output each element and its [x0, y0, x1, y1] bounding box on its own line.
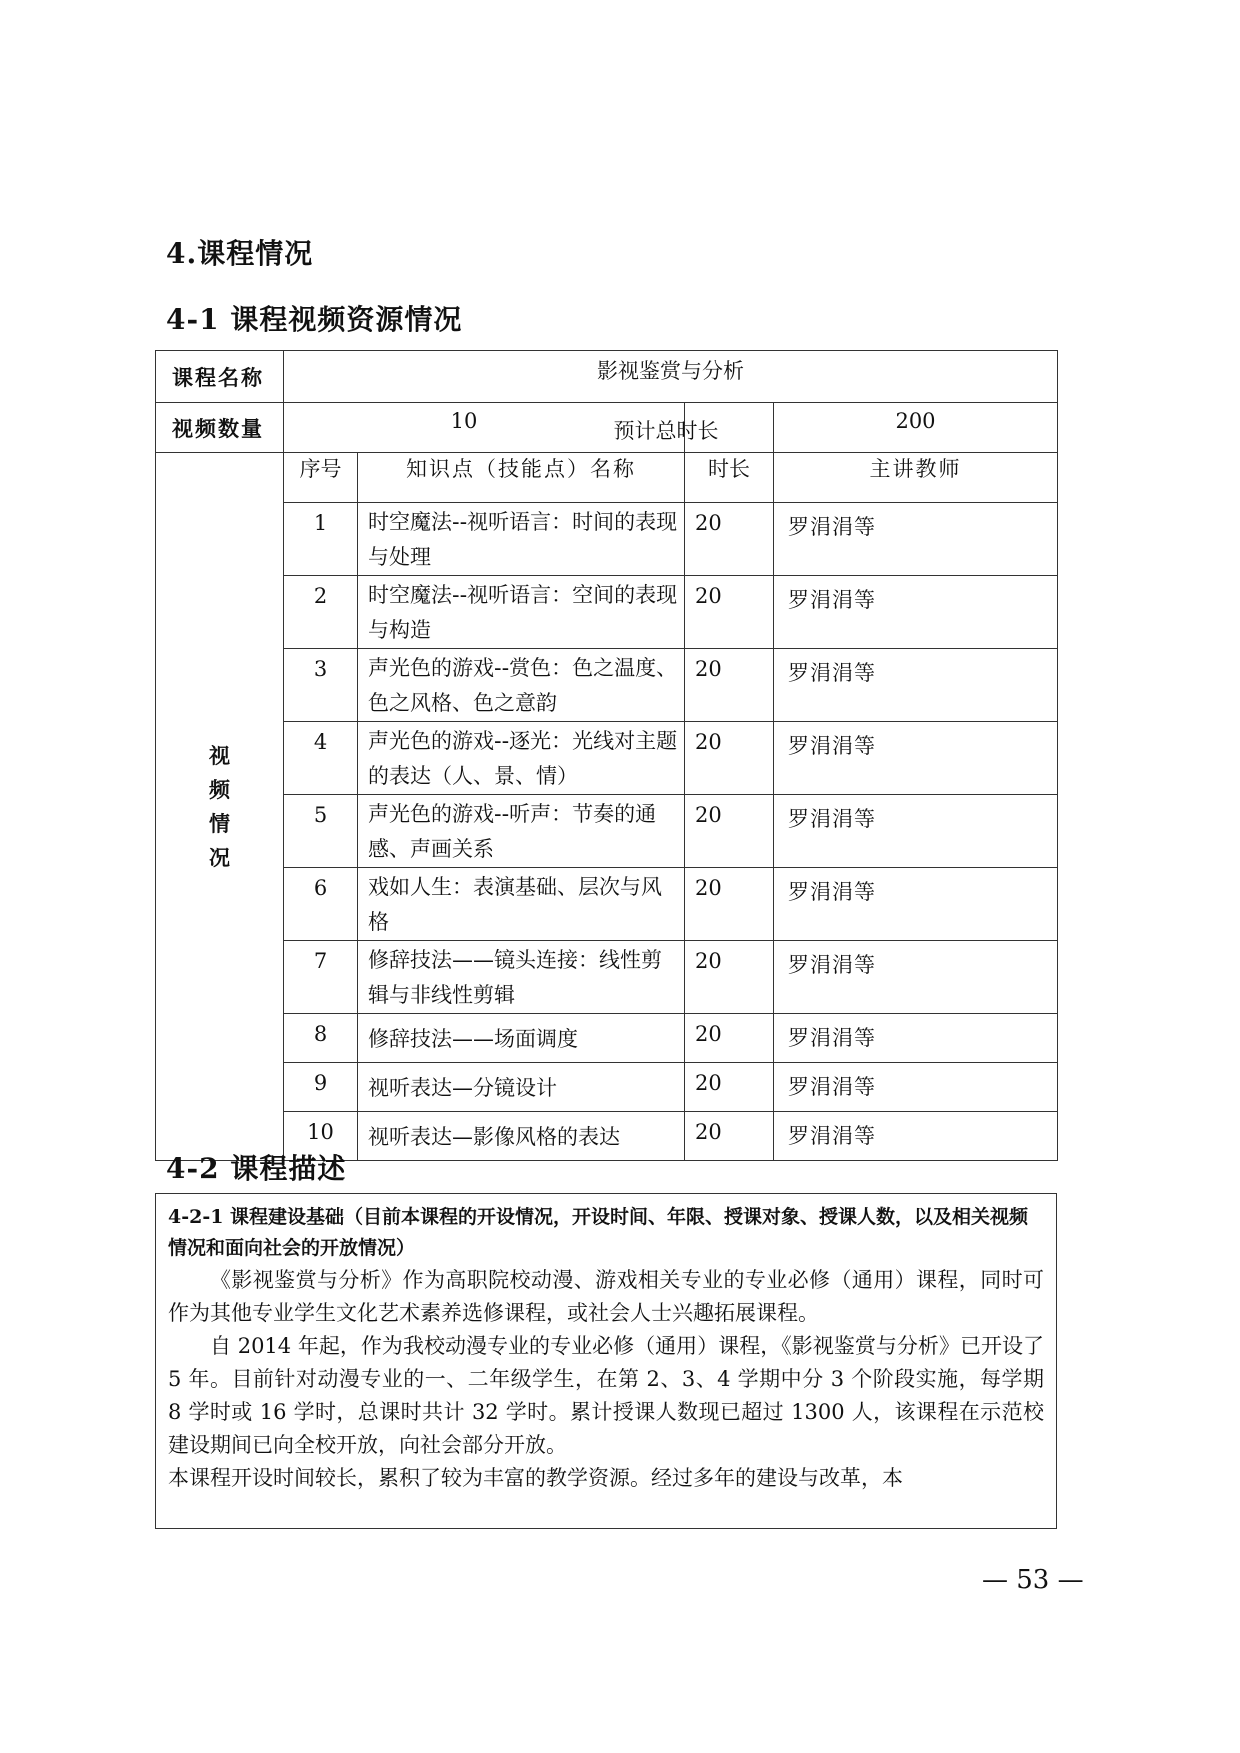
row-knowledge-point: 时空魔法--视听语言：空间的表现与构造 [358, 576, 685, 649]
description-paragraph: 本课程开设时间较长，累积了较为丰富的教学资源。经过多年的建设与改革，本 [168, 1466, 903, 1490]
row-index: 2 [284, 576, 358, 649]
row-knowledge-point: 声光色的游戏--听声：节奏的通感、声画关系 [358, 795, 685, 868]
col-header-duration: 时长 [685, 453, 774, 503]
row-teacher: 罗涓涓等 [774, 1112, 1058, 1161]
row-index: 8 [284, 1014, 358, 1063]
row-index: 10 [284, 1112, 358, 1161]
total-duration-value: 200 [774, 403, 1058, 453]
course-description-box [155, 1193, 1057, 1529]
row-index: 5 [284, 795, 358, 868]
row-duration: 20 [685, 1063, 774, 1112]
row-index: 6 [284, 868, 358, 941]
table-row [156, 503, 1058, 576]
table-row [156, 1063, 1058, 1112]
section-heading: 4.课程情况 [166, 237, 314, 270]
row-knowledge-point: 声光色的游戏--赏色：色之温度、色之风格、色之意韵 [358, 649, 685, 722]
row-teacher: 罗涓涓等 [774, 941, 1058, 1014]
page-number: — 53 — [982, 1565, 1084, 1595]
col-header-knowledge-point: 知识点（技能点）名称 [358, 453, 685, 503]
row-knowledge-point: 时空魔法--视听语言：时间的表现与处理 [358, 503, 685, 576]
row-duration: 20 [685, 868, 774, 941]
total-duration-label-cell [613, 403, 774, 453]
row-duration: 20 [685, 795, 774, 868]
row-teacher: 罗涓涓等 [774, 868, 1058, 941]
col-header-teacher: 主讲教师 [774, 453, 1058, 503]
row-duration: 20 [685, 503, 774, 576]
row-duration: 20 [685, 1014, 774, 1063]
row-duration: 20 [685, 1112, 774, 1161]
table-row [156, 941, 1058, 1014]
row-index: 1 [284, 503, 358, 576]
row-teacher: 罗涓涓等 [774, 1014, 1058, 1063]
table-row [156, 722, 1058, 795]
course-name-label: 课程名称 [156, 351, 284, 403]
row-index: 7 [284, 941, 358, 1014]
description-paragraph: 自 2014 年起，作为我校动漫专业的专业必修（通用）课程，《影视鉴赏与分析》已开设了 5 年。目前针对动漫专业的一、二年级学生，在第 2、3、4 学期中分 3 个阶段实施，每学期 8 学时或 16 学时，总课时共计 32 学时。累计授课人数现已超过 1300 人，该课程在示范校建设期间已向全校开放，向社会部分开放。 [168, 1334, 1044, 1457]
row-knowledge-point: 戏如人生：表演基础、层次与风格 [358, 868, 685, 941]
row-teacher: 罗涓涓等 [774, 576, 1058, 649]
row-index: 4 [284, 722, 358, 795]
row-teacher: 罗涓涓等 [774, 503, 1058, 576]
description-subheading: 4-2-1 课程建设基础（目前本课程的开设情况，开设时间、年限、授课对象、授课人数，以及相关视频情况和面向社会的开放情况） [168, 1206, 1029, 1259]
course-name-row [156, 351, 1058, 403]
total-duration-label: 预计总时长 [613, 419, 719, 443]
row-duration: 20 [685, 722, 774, 795]
description-heading: 4-2 课程描述 [166, 1152, 347, 1185]
video-resources-table [155, 350, 1058, 1161]
video-count-label: 视频数量 [156, 403, 284, 453]
table-row [156, 576, 1058, 649]
row-teacher: 罗涓涓等 [774, 1063, 1058, 1112]
table-row [156, 649, 1058, 722]
row-duration: 20 [685, 941, 774, 1014]
description-paragraph: 《影视鉴赏与分析》作为高职院校动漫、游戏相关专业的专业必修（通用）课程，同时可作为其他专业学生文化艺术素养选修课程，或社会人士兴趣拓展课程。 [168, 1268, 1044, 1325]
row-teacher: 罗涓涓等 [774, 722, 1058, 795]
video-count-row [156, 403, 1058, 453]
row-duration: 20 [685, 576, 774, 649]
col-header-index: 序号 [284, 453, 358, 503]
table-header-row [156, 453, 1058, 503]
row-duration: 20 [685, 649, 774, 722]
row-teacher: 罗涓涓等 [774, 795, 1058, 868]
row-knowledge-point: 视听表达—影像风格的表达 [358, 1112, 685, 1161]
row-knowledge-point: 声光色的游戏--逐光：光线对主题的表达（人、景、情） [358, 722, 685, 795]
row-knowledge-point: 视听表达—分镜设计 [358, 1063, 685, 1112]
row-teacher: 罗涓涓等 [774, 649, 1058, 722]
video-count-value: 10 [284, 403, 685, 453]
row-knowledge-point: 修辞技法——镜头连接：线性剪辑与非线性剪辑 [358, 941, 685, 1014]
table-row [156, 1014, 1058, 1063]
row-index: 9 [284, 1063, 358, 1112]
row-index: 3 [284, 649, 358, 722]
course-name-value: 影视鉴赏与分析 [284, 351, 1058, 403]
row-knowledge-point: 修辞技法——场面调度 [358, 1014, 685, 1063]
table-row [156, 795, 1058, 868]
video-resources-heading: 4-1 课程视频资源情况 [166, 303, 463, 336]
table-row [156, 868, 1058, 941]
video-situation-label: 视 频 情 况 [156, 453, 284, 1161]
